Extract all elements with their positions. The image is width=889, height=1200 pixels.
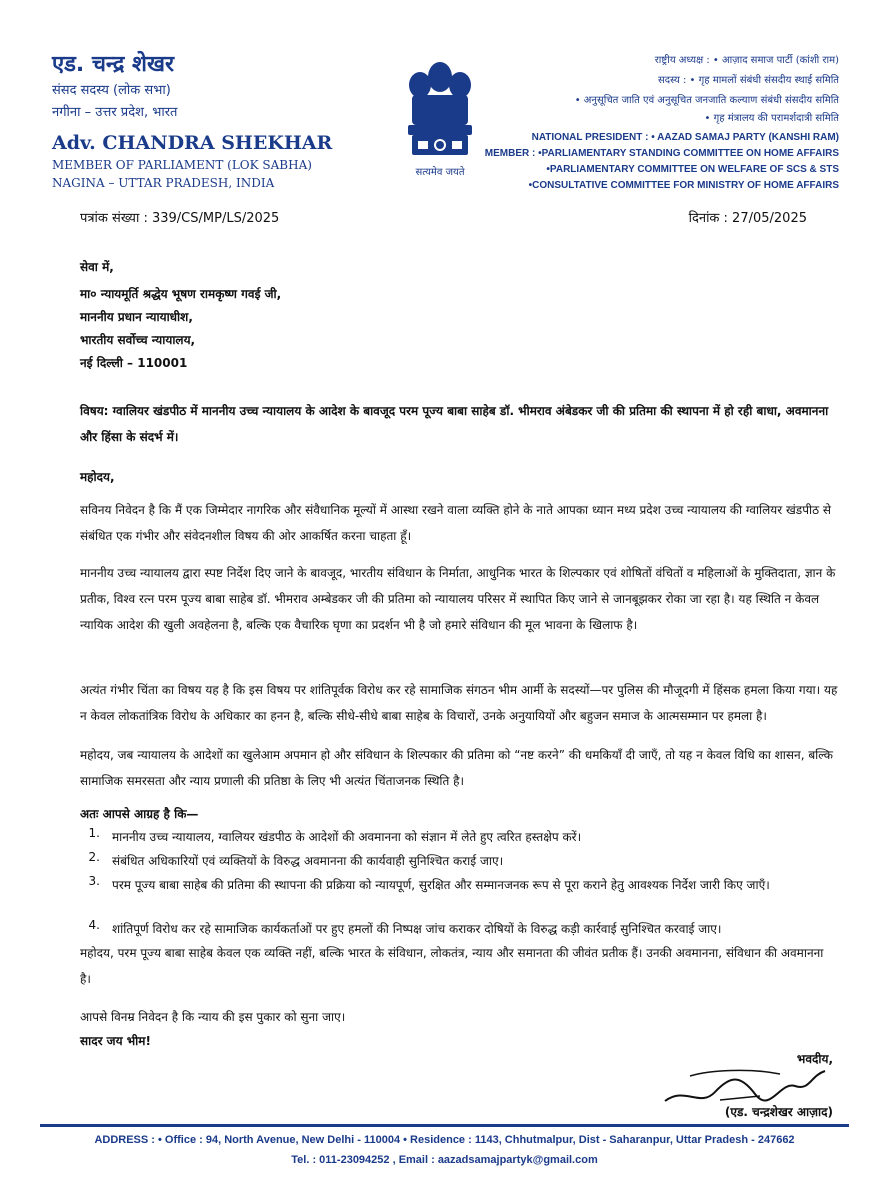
right-hindi-line: सदस्य : • गृह मामलों संबंधी संसदीय स्थाई समिति [658,75,839,86]
list-number: 1. [88,826,100,840]
sign-off: भवदीय, [796,1052,833,1066]
english-title: MEMBER OF PARLIAMENT (LOK SABHA) [52,158,312,172]
right-english-line: NATIONAL PRESIDENT : • AAZAD SAMAJ PARTY (KANSHI RAM) [531,132,839,143]
hindi-name: एड. चन्द्र शेखर [52,52,175,77]
footer-address: ADDRESS : • Office : 94, North Avenue, New Delhi - 110004 • Residence : 1143, Chhutmalpur, Dist - Saharanpur, Uttar Pradesh - 247662 [94,1134,795,1146]
list-number: 2. [88,850,100,864]
addressee-line: भारतीय सर्वोच्च न्यायालय, [80,333,196,347]
signatory-name: (एड. चन्द्रशेखर आज़ाद) [724,1105,833,1119]
salutation: महोदय, [80,470,115,484]
final-request: आपसे विनम्र निवेदन है कि न्याय की इस पुकार को सुना जाए। [80,1010,346,1024]
reference-number: पत्रांक संख्या : 339/CS/MP/LS/2025 [80,211,280,226]
hindi-title: संसद सदस्य (लोक सभा) [52,83,171,98]
list-text: संबंधित अधिकारियों एवं व्यक्तियों के विरुद्ध अवमानना की कार्यवाही सुनिश्चित कराई जाए। [112,854,504,868]
addressee-line: मा० न्यायमूर्ति श्रद्धेय भूषण रामकृष्ण गवई जी, [80,287,282,301]
greeting: सादर जय भीम! [80,1034,151,1048]
english-name: Adv. CHANDRA SHEKHAR [52,132,333,154]
right-hindi-line: राष्ट्रीय अध्यक्ष : • आज़ाद समाज पार्टी (कांशी राम) [654,55,839,66]
right-english-line: •CONSULTATIVE COMMITTEE FOR MINISTRY OF HOME AFFAIRS [528,180,839,191]
list-number: 4. [88,918,100,932]
english-place: NAGINA – UTTAR PRADESH, INDIA [52,176,275,190]
list-number: 3. [88,874,100,888]
list-text: परम पूज्य बाबा साहेब की प्रतिमा की स्थापना की प्रक्रिया को न्यायपूर्ण, सुरक्षित और सम्मानजनक रूप से पूरा कराने हेतु आवश्यक निर्देश जारी किए जाएँ। [112,878,770,892]
footer-contact: Tel. : 011-23094252 , Email : aazadsamajpartyk@gmail.com [291,1154,598,1166]
hindi-place: नगीना – उत्तर प्रदेश, भारत [52,105,178,120]
national-emblem-icon [400,55,480,175]
letter-date: दिनांक : 27/05/2025 [688,211,807,226]
right-hindi-line: • गृह मंत्रालय की परामर्शदात्री समिति [704,113,839,124]
letter-subject: विषय: ग्वालियर खंडपीठ में माननीय उच्च न्यायालय के आदेश के बावजूद परम पूज्य बाबा साहेब डॉ. भीमराव अंबेडकर जी की प्रतिमा की स्थापना में हो रही बाधा, अवमानना और हिंसा के संदर्भ में। [80,404,829,444]
footer-divider [40,1124,849,1127]
addressee-line: सेवा में, [80,260,114,274]
right-english-line: MEMBER : •PARLIAMENTARY STANDING COMMITTEE ON HOME AFFAIRS [484,148,839,159]
request-heading: अतः आपसे आग्रह है कि— [80,807,199,821]
list-text: माननीय उच्च न्यायालय, ग्वालियर खंडपीठ के आदेशों की अवमानना को संज्ञान में लेते हुए त्वरित हस्तक्षेप करें। [112,830,582,844]
addressee-line: नई दिल्ली – 110001 [80,356,188,370]
body-paragraph: महोदय, जब न्यायालय के आदेशों का खुलेआम अपमान हो और संविधान के शिल्पकार की प्रतिमा को “नष्ट करने” की धमकियाँ दी जाएँ, तो यह न केवल विधि का शासन, बल्कि सामाजिक समरसता और न्याय प्रणाली की प्रतिष्ठा के लिए भी अत्यंत चिंताजनक स्थिति है। [80,748,833,788]
body-paragraph: अत्यंत गंभीर चिंता का विषय यह है कि इस विषय पर शांतिपूर्वक विरोध कर रहे सामाजिक संगठन भीम आर्मी के सदस्यों—पर पुलिस की मौजूदगी में हिंसक हमला किया गया। यह न केवल लोकतांत्रिक विरोध के अधिकार का हनन है, बल्कि सीधे-सीधे बाबा साहेब के विचारों, उनके अनुयायियों और बहुजन समाज के आत्मसम्मान पर हमला है। [80,683,838,723]
body-paragraph: माननीय उच्च न्यायालय द्वारा स्पष्ट निर्देश दिए जाने के बावजूद, भारतीय संविधान के निर्माता, आधुनिक भारत के शिल्पकार एवं शोषितों वंचितों व महिलाओं के मुक्तिदाता, ज्ञान के प्रतीक, विश्व रत्न परम पूज्य बाबा साहेब डॉ. भीमराव अम्बेडकर जी की प्रतिमा को न्यायालय परिसर में स्थापित किए जाने से जानबूझकर रोका जा रहा है। यह स्थिति न केवल न्यायिक आदेश की खुली अवहेलना है, बल्कि एक वैचारिक घृणा का प्रदर्शन भी है जो हमारे संविधान की मूल भावना के खिलाफ है। [80,566,836,632]
closing-paragraph: महोदय, परम पूज्य बाबा साहेब केवल एक व्यक्ति नहीं, बल्कि भारत के संविधान, लोकतंत्र, न्याय और समानता की जीवंत प्रतीक हैं। उनकी अवमानना, संविधान की अवमानना है। [80,946,824,986]
addressee-line: माननीय प्रधान न्यायाधीश, [80,310,193,324]
right-english-line: •PARLIAMENTARY COMMITTEE ON WELFARE OF SCS & STS [546,164,839,175]
right-hindi-line: • अनुसूचित जाति एवं अनुसूचित जनजाति कल्याण संबंधी संसदीय समिति [574,95,839,106]
emblem-motto: सत्यमेव जयते [415,167,465,178]
list-text: शांतिपूर्ण विरोध कर रहे सामाजिक कार्यकर्ताओं पर हुए हमलों की निष्पक्ष जांच कराकर दोषियों के विरुद्ध कड़ी कार्रवाई सुनिश्चित करवाई जाए। [112,922,722,936]
body-paragraph: सविनय निवेदन है कि मैं एक जिम्मेदार नागरिक और संवैधानिक मूल्यों में आस्था रखने वाला व्यक्ति होने के नाते आपका ध्यान मध्य प्रदेश उच्च न्यायालय की ग्वालियर खंडपीठ से संबंधित एक गंभीर और संवेदनशील विषय की ओर आकर्षित करना चाहता हूँ। [80,503,832,543]
